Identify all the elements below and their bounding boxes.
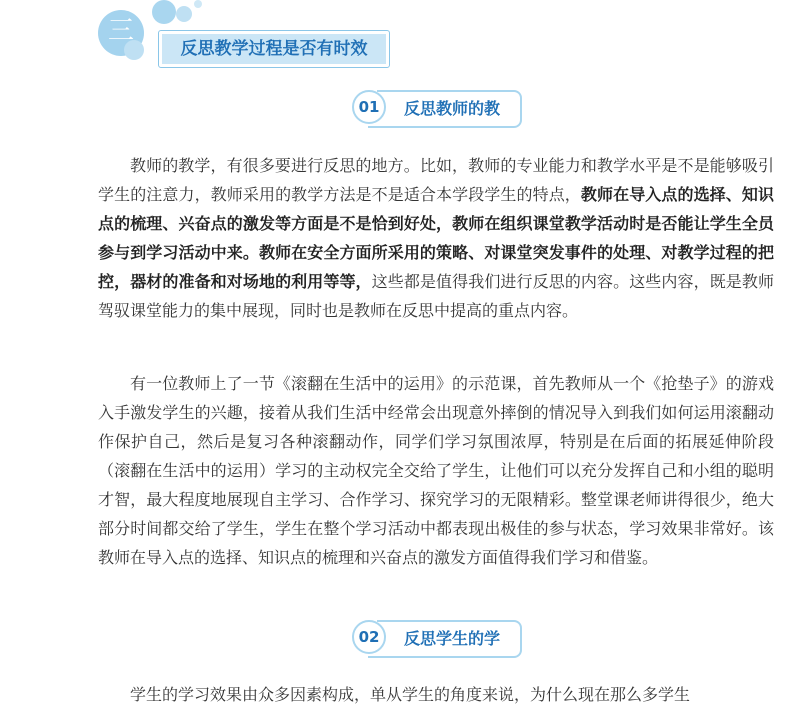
decorative-bubble: [176, 6, 192, 22]
sub-header-number: 01: [352, 90, 386, 124]
sub-header-title: 反思学生的学: [403, 629, 500, 648]
paragraph-text: 这些都是值得我们进行反思的内容。这些内容，既是教师驾驭课堂能力的集中展现，同时也是教师在反思中提高的重点内容。: [98, 272, 774, 320]
paragraph-example-lesson: 有一位教师上了一节《滚翻在生活中的运用》的示范课，首先教师从一个《抢垫子》的游戏入手激发学生的兴趣，接着从我们生活中经常会出现意外摔倒的情况导入到我们如何运用滚翻动作保护自己，然后是复习各种滚翻动作，同学们学习氛围浓厚，特别是在后面的拓展延伸阶段（滚翻在生活中的运用）学习的主动权完全交给了学生，让他们可以充分发挥自己和小组的聪明才智，最大程度地展现自主学习、合作学习、探究学习的无限精彩。整堂课老师讲得很少，绝大部分时间都交给了学生，学生在整个学习活动中都表现出极佳的参与状态，学习效果非常好。该教师在导入点的选择、知识点的梳理和兴奋点的激发方面值得我们学习和借鉴。: [98, 374, 774, 567]
section-title: 反思教学过程是否有时效: [162, 34, 386, 64]
sub-header-student: [350, 618, 526, 662]
paragraph-emphasis: 教师在导入点的选择、知识点的梳理、兴奋点的激发等方面是不是恰到好处，教师在组织课堂教学活动时是否能让学生全员参与到学习活动中来。: [98, 185, 774, 262]
paragraph-student-reflection: 学生的学习效果由众多因素构成，单从学生的角度来说，为什么现在那么多学生: [130, 685, 691, 704]
paragraph-text: 教师的教学，有很多要进行反思的地方。比如，教师的专业能力和教学水平是不是能够吸引学生的注意力，教师采用的教学方法是不是适合本学段学生的特点，: [98, 156, 774, 204]
section-number: 三: [107, 16, 134, 46]
sub-header-teacher: [350, 88, 526, 132]
sub-header-number: 02: [352, 620, 386, 654]
section-header: [96, 0, 416, 72]
decorative-bubble: [152, 0, 176, 24]
decorative-bubble: [194, 0, 202, 8]
paragraph-teacher-reflection: [98, 151, 774, 325]
section-title-frame: [158, 30, 390, 68]
paragraph-emphasis: 教师在安全方面所采用的策略、对课堂突发事件的处理、对教学过程的把控，器材的准备和对场地的利用等等，: [98, 243, 774, 291]
sub-header-title: 反思教师的教: [403, 99, 500, 118]
